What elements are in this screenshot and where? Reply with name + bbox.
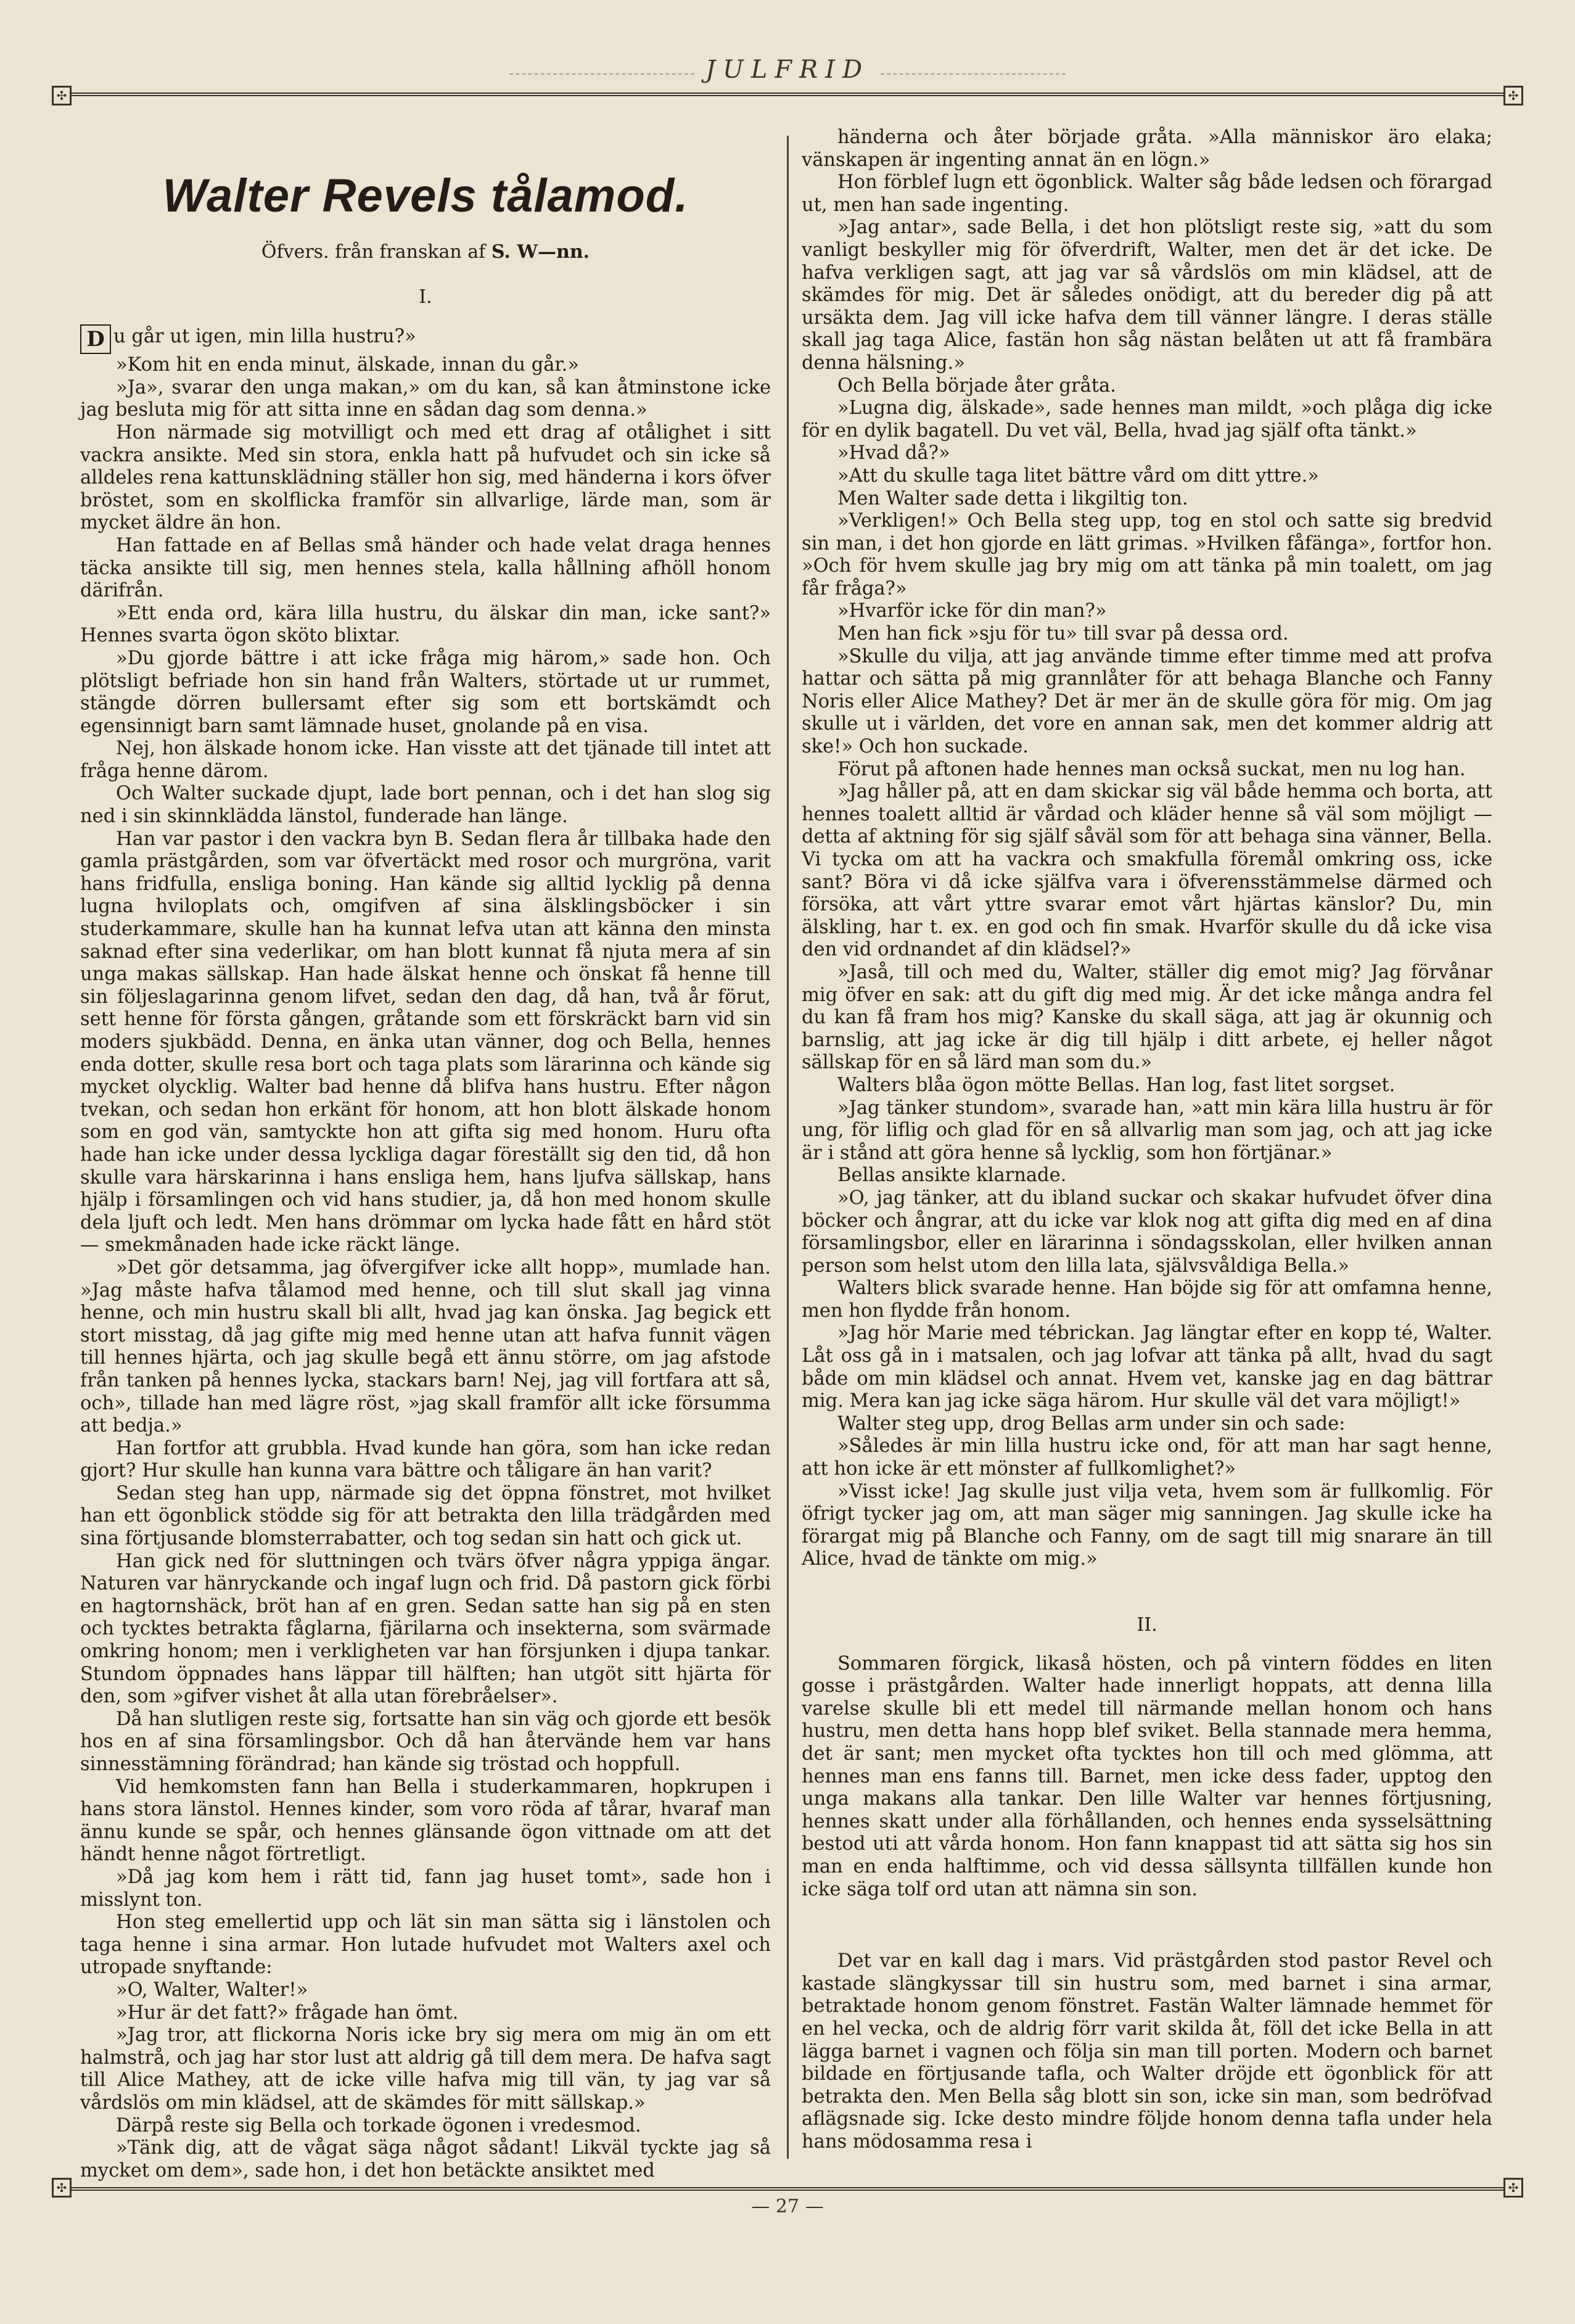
paragraph: Och Bella började åter gråta. — [837, 374, 1116, 397]
paragraph: Walters blick svarade henne. Han böjde sig för att omfamna henne, men hon flydde från honom. — [802, 1277, 1492, 1322]
paragraph: »Ja», svarar den unga makan,» om du kan, så kan åtminstone icke jag besluta mig för att sitta inne en sådan dag som denna.» — [80, 376, 771, 421]
paragraph: »Således är min lilla hustru icke ond, för att man har sagt henne, att hon icke är ett mönster af fullkomlighet?» — [802, 1435, 1492, 1480]
drop-cap: D — [80, 324, 111, 354]
paragraph: »Visst icke! Jag skulle just vilja veta, hvem som är fullkomlig. För öfrigt tycker jag om, att man säger mig sanningen. Jag skulle icke ha förargat mig på Blanche och Fanny, om de sagt till mig snarare än till Alice, hvad de tänkte om mig.» — [802, 1480, 1492, 1570]
paragraph: händerna och åter började gråta. »Alla människor äro elaka; vänskapen är ingenting annat än en lögn.» — [802, 126, 1492, 171]
paragraph: »Lugna dig, älskade», sade hennes man mildt, »och plåga dig icke för en dylik bagatell. Du vet väl, Bella, hvad jag själf ofta tänkt.» — [802, 397, 1492, 442]
paragraph: Nej, hon älskade honom icke. Han visste att det tjänade till intet att fråga henne därom. — [80, 738, 771, 782]
paragraph: »Jag tänker stundom», svarade han, »att min kära lilla hustru är för ung, för liflig och glad för en så allvarlig man som jag, och att jag icke är i stånd att göra henne så lycklig, som hon förtjänar.» — [802, 1097, 1492, 1164]
paragraph: »O, jag tänker, att du ibland suckar och skakar hufvudet öfver dina böcker och ångrar, att du icke var klok nog att gifta dig med en af dina församlingsbor, eller en lärarinna i söndagsskolan, eller hvilken annan person som helst utom den lilla lata, självsvåldiga Bella.» — [802, 1187, 1492, 1277]
corner-ornament-icon: ✣ — [52, 2178, 72, 2198]
paragraph: Sommaren förgick, likaså hösten, och på vintern föddes en liten gosse i prästgården. Walter hade innerligt hoppats, att denna lilla varelse skulle bli ett medel till närmande mellan honom och hans hustru, men detta hans hopp blef sviket. Bella stannade mera hemma, det är sant; men mycket ofta tycktes hon till och med glömma, att hennes man ens fanns till. Barnet, men icke dess fader, upptog den unga makans alla tankar. Den lille Walter var hennes förtjusning, hennes skatt under alla förhållanden, och hennes enda sysselsättning bestod uti att vårda honom. Hon fann knappast tid att sätta sig hos sin man en enda halftimme, och vid dessa sällsynta tillfällen kunde hon icke säga tolf ord utan att nämna sin son. — [802, 1652, 1492, 1900]
paragraph: Walter steg upp, drog Bellas arm under sin och sade: — [837, 1412, 1346, 1435]
paragraph: »Jaså, till och med du, Walter, ställer dig emot mig? Jag förvånar mig öfver en sak: att du gift dig med mig. Är det icke många andra fel du kan få fram hos mig? Kanske du skall säga, att jag är okunnig och barnslig, att jag icke är dig till hjälp i ditt arbete, ej heller något sällskap för en så lärd man som du.» — [802, 961, 1492, 1074]
paragraph: »Då jag kom hem i rätt tid, fann jag huset tomt», sade hon i misslynt ton. — [80, 1866, 771, 1911]
paragraph: »Tänk dig, att de vågat säga något sådant! Likväl tyckte jag så mycket om dem», sade hon, i det hon betäckte ansiktet med — [80, 2137, 771, 2182]
paragraph: Sedan steg han upp, närmade sig det öppna fönstret, mot hvilket han ett ögonblick stödde sig för att betrakta den lilla trädgården med sina förtjusande blomsterrabatter, och tog sedan sin hatt och gick ut. — [80, 1482, 771, 1550]
corner-ornament-icon: ✣ — [52, 86, 72, 105]
translator-credit — [80, 241, 771, 264]
paragraph — [80, 324, 771, 354]
story-title: Walter Revels tålamod. — [162, 170, 689, 222]
paragraph: Det var en kall dag i mars. Vid prästgården stod pastor Revel och kastade slängkyssar till sin hustru som, med barnet i sina armar, betraktade honom genom fönstret. Fastän Walter lämnade hemmet för en hel vecka, och de aldrig förr varit skilda åt, föll det icke Bella in att lägga barnet i vagnen och följa sin man till porten. Modern och barnet bildade en förtjusande tafla, och Walter dröjde ett ögonblick för att betrakta den. Men Bella såg blott sin son, icke sin man, som bedröfvad aflägsnade sig. Icke desto mindre följde honom denna tafla under hela hans mödosamma resa i — [802, 1950, 1492, 2153]
paragraph: »Skulle du vilja, att jag använde timme efter timme med att profva hattar och sätta på mig grannlåter för att behaga Blanche och Fanny Noris eller Alice Mathey? Det är mer än de skulle göra för mig. Om jag skulle ut i världen, det vore en annan sak, men det kommer aldrig att ske!» Och hon suckade. — [802, 645, 1492, 758]
right-paragraphs — [802, 126, 1492, 1571]
header-ornament-left — [509, 65, 694, 75]
corner-ornament-icon: ✣ — [1503, 2178, 1523, 2198]
running-header — [0, 48, 1575, 91]
paragraph: »Jag antar», sade Bella, i det hon plötsligt reste sig, »att du som vanligt beskyller mig för öfverdrift, Walter, men det är det icke. De hafva verkligen sagt, att jag var så vårdslös om min klädsel, att de skämdes för mig. Det är således onödigt, att du bereder dig på att ursäkta dem. Jag vill icke hafva dem till vänner längre. I deras ställe skall jag taga Alice, fastän hon såg nästan belåten ut att få frambära denna hälsning.» — [802, 216, 1492, 374]
paragraph: Då han slutligen reste sig, fortsatte han sin väg och gjorde ett besök hos en af sina församlingsbor. Och då han återvände hem var hans sinnesstämning förändrad; han kände sig tröstad och hoppfull. — [80, 1708, 771, 1775]
right-paragraphs-part3 — [802, 1950, 1492, 2153]
left-column — [80, 126, 771, 2182]
right-column — [802, 126, 1492, 2153]
paragraph: Walters blåa ögon mötte Bellas. Han log, fast litet sorgset. — [837, 1074, 1396, 1096]
paragraph: »Du gjorde bättre i att icke fråga mig härom,» sade hon. Och plötsligt befriade hon sin hand från Walters, störtade ut ur rummet, stängde dörren bullersamt efter sig som ett bortskämdt och egensinnigt barn samt lämnade huset, gnolande på en visa. — [80, 647, 771, 737]
paragraph: Han gick ned för sluttningen och tvärs öfver några yppiga ängar. Naturen var hänryckande och ingaf lugn och frid. Då pastorn gick förbi en hagtornshäck, bröt han af en gren. Sedan satte han sig på en sten och tycktes betrakta fåglarna, fjärilarna och insekterna, som svärmade omkring honom; men i verkligheten var han försjunken i djupa tankar. Stundom öppnades hans läppar till hälften; han utgöt sitt hjärta för den, som »gifver vishet åt alla utan förebråelser». — [80, 1550, 771, 1708]
paragraph: Men Walter sade detta i likgiltig ton. — [837, 487, 1188, 509]
paragraph: Men han fick »sju för tu» till svar på dessa ord. — [837, 623, 1289, 645]
paragraph: Vid hemkomsten fann han Bella i studerkammaren, hopkrupen i hans stora länstol. Hennes kinder, som voro röda af tårar, hvaraf man ännu kunde se spår, och hennes glänsande ögon vittnade om att det händt henne något förtretligt. — [80, 1776, 771, 1866]
section-heading: I. — [419, 286, 432, 308]
translator-name: S. W—nn. — [491, 241, 590, 263]
right-paragraphs-part2 — [802, 1653, 1492, 1902]
scene-break — [802, 1901, 1492, 1950]
paragraph: »Ett enda ord, kära lilla hustru, du älskar din man, icke sant?» Hennes svarta ögon sköto blixtar. — [80, 602, 771, 647]
paragraph: »Hur är det fatt?» frågade han ömt. — [116, 2001, 459, 2024]
header-ornament-right — [881, 65, 1066, 75]
paragraph: »Jag tror, att flickorna Noris icke bry sig mera om mig än om ett halmstrå, och jag har stor lust att aldrig gå till dem mera. De hafva sagt till Alice Mathey, att de icke ville hafva mig till vän, ty jag var så vårdslös om min klädsel, att de skämdes för mitt sällskap.» — [80, 2024, 771, 2114]
page-number: — 27 — — [751, 2196, 824, 2217]
paragraph: »Att du skulle taga litet bättre vård om ditt yttre.» — [837, 464, 1319, 487]
paragraph: »Det gör detsamma, jag öfvergifver icke allt hopp», mumlade han. »Jag måste hafva tålamod med henne, och till slut skall jag vinna henne, och min hustru skall bli allt, hvad jag kan önska. Jag begick ett stort misstag, då jag gifte mig med henne utan att hafva funnit vägen till hennes hjärta, och jag skulle begå ett ännu större, om jag afstode från tanken på hennes lycka, stackars barn! Nej, jag vill fortfara att så, och», tillade han med lägre röst, »jag skall framför allt icke försumma att bedja.» — [80, 1256, 771, 1437]
translator-prefix: Öfvers. från franskan af — [261, 241, 486, 263]
paragraph: Hon närmade sig motvilligt och med ett drag af otålighet i sitt vackra ansikte. Med sin stora, enkla hatt på hufvudet och sin icke så alldeles rena kattunsklädning ställer hon sig, med händerna i kors öfver bröstet, som en skolflicka framför sin allvarlige, lärde man, som är mycket äldre än hon. — [80, 421, 771, 534]
paragraph: Han var pastor i den vackra byn B. Sedan flera år tillbaka hade den gamla prästgården, som var öfvertäckt med rosor och murgröna, varit hans fridfulla, ensliga boning. Han kände sig alltid lycklig på denna lugna hviloplats och, omgifven af sina älsklingsböcker i sin studerkammare, skulle han ha kunnat lefva utan att känna den minsta saknad efter sina vederlikar, om han blott kunnat få njuta mera af sin unga makas sällskap. Han hade älskat henne och önskat få henne till sin följeslagarinna genom lifvet, sedan den dag, då han, två år förut, sett henne för första gången, gråtande som ett förskräckt barn vid sin moders sjukbädd. Denna, en änka utan vänner, dog och Bella, hennes enda dotter, skulle resa bort och taga plats som lärarinna och kände sig mycket olycklig. Walter bad henne då blifva hans hustru. Efter någon tvekan, och sedan hon erkänt för honom, att hon blott älskade honom som en god vän, samtyckte hon att gifta sig med honom. Huru ofta hade han icke under dessa lyckliga dagar föreställt sig den tid, då hon skulle vara härskarinna i hans ensliga hem, hans ljufva sällskap, hans hjälp i församlingen och vid hans studier, ja, då hon med honom skulle dela ljuft och ledt. Men hans drömmar om lycka hade fått en hård stöt — smekmånaden hade icke räckt länge. — [80, 828, 771, 1256]
paragraph: »Verkligen!» Och Bella steg upp, tog en stol och satte sig bredvid sin man, i det hon gjorde en lätt grimas. »Hvilken fåfänga», fortfor hon. »Och för hvem skulle jag bry mig om att tänka på min toalett, om jag får fråga?» — [802, 510, 1492, 600]
paragraph: Han fattade en af Bellas små händer och hade velat draga hennes täcka ansikte till sig, men hennes stela, kalla hållning afhöll honom därifrån. — [80, 534, 771, 602]
paragraph: Förut på aftonen hade hennes man också suckat, men nu log han. — [837, 758, 1466, 780]
column-divider — [787, 136, 789, 2159]
section-heading: II. — [1137, 1614, 1158, 1636]
paragraph: Han fortfor att grubbla. Hvad kunde han göra, som han icke redan gjort? Hur skulle han kunna vara bättre och tåligare än han varit? — [80, 1437, 771, 1482]
journal-title: JULFRID — [705, 56, 870, 84]
paragraph: Bellas ansikte klarnade. — [837, 1164, 1067, 1187]
corner-ornament-icon: ✣ — [1503, 86, 1523, 105]
paragraph-text: u går ut igen, min lilla hustru?» — [113, 326, 416, 348]
paragraph: »Jag hör Marie med tébrickan. Jag längtar efter en kopp té, Walter. Låt oss gå in i matsalen, och jag lofvar att tänka på allt, hvad du sagt både om min klädsel och annat. Hvem vet, kanske jag en dag bättrar mig. Mera kan jag icke säga härom. Hur skulle väl det vara möjligt!» — [802, 1322, 1492, 1412]
paragraph: »Hvarför icke för din man?» — [837, 600, 1107, 622]
paragraph: Hon steg emellertid upp och lät sin man sätta sig i länstolen och taga henne i sina armar. Hon lutade hufvudet mot Walters axel och utropade snyftande: — [80, 1911, 771, 1979]
paragraph: Därpå reste sig Bella och torkade ögonen i vredesmod. — [116, 2114, 641, 2137]
paragraph: »O, Walter, Walter!» — [116, 1979, 308, 2001]
paragraph: Hon förblef lugn ett ögonblick. Walter såg både ledsen och förargad ut, men han sade ingenting. — [802, 171, 1492, 216]
paragraph: »Hvad då?» — [837, 442, 950, 464]
paragraph: Och Walter suckade djupt, lade bort pennan, och i det han slog sig ned i sin skinnklädda länstol, funderade han länge. — [80, 783, 771, 828]
paragraph: »Kom hit en enda minut, älskade, innan du går.» — [116, 354, 579, 376]
left-paragraphs — [80, 324, 771, 2182]
paragraph: »Jag håller på, att en dam skickar sig väl både hemma och borta, att hennes toalett alltid är vårdad och kläder henne så väl som möjligt — detta af aktning för sig själf såväl som för att behaga sina vänner, Bella. Vi tycka om att ha vackra och smakfulla föremål omkring oss, icke sant? Böra vi då icke själfva vara i öfverensstämmelse därmed och försöka, att vårt yttre svarar emot vårt hjärtas känslor? Du, min älskling, har t. ex. en god och fin smak. Hvarför skulle du då icke visa den vid ordnandet af din klädsel?» — [802, 781, 1492, 961]
